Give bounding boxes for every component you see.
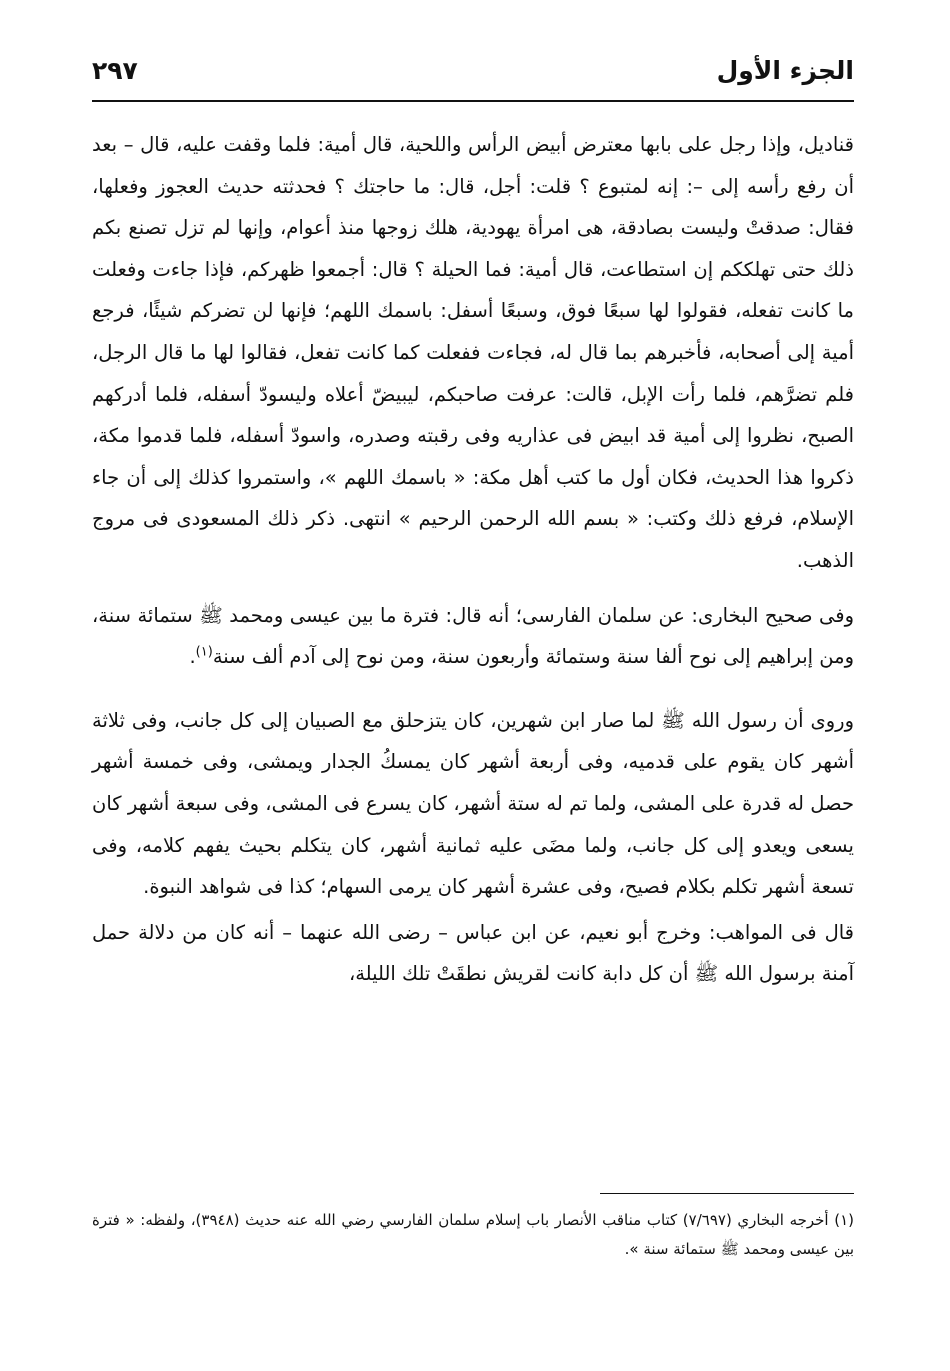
footnote-reference[interactable]: (١) — [195, 644, 213, 660]
paragraph-3: وروى أن رسول الله ﷺ لما صار ابن شهرين، كان يتزحلق مع الصبيان إلى كل جانب، وفى ثلاثة أشهر كان يقوم على قدميه، وفى أربعة أشهر كان يمسكُ الجدار ويمشى، وفى خمسة أشهر حصل له قدرة على المشى، ولما تم له ستة أشهر، كان يسرع فى المشى، وفى سبعة أشهر كان يسعى ويعدو إلى كل جانب، ولما مضَى عليه ثمانية أشهر، كان يتكلم بحيث يفهم كلامه، وفى تسعة أشهر تكلم بكلام فصيح، وفى عشرة أشهر كان يرمى السهام؛ كذا فى شواهد النبوة. — [92, 708, 854, 899]
paragraph-2-text: وفى صحيح البخارى: عن سلمان الفارسى؛ أنه قال: فترة ما بين عيسى ومحمد ﷺ ستمائة سنة، ومن إبراهيم إلى نوح ألفا سنة وستمائة وأربعون سنة، ومن نوح إلى آدم ألف سنة — [92, 603, 854, 669]
header-rule — [92, 100, 854, 102]
running-head-title: الجزء الأول — [716, 56, 854, 85]
footnotes — [92, 1206, 854, 1264]
paragraph-2-end: . — [189, 645, 196, 669]
paragraph-2 — [92, 595, 854, 678]
main-text — [92, 124, 854, 995]
page-number: ٢٩٧ — [92, 56, 138, 85]
paragraph-1: قناديل، وإذا رجل على بابها معترض أبيض الرأس واللحية، قال أمية: فلما وقفت عليه، قال – بعد أن رفع رأسه إلى –: إنه لمتبوع ؟ قلت: أجل، قال: ما حاجتك ؟ فحدثته حديث العجوز وفعلها، فقال: صدقتْ وليست بصادقة، هى امرأة يهودية، هلك زوجها منذ أعوام، وإنها لم تزل تصنع بكم ذلك حتى تهلككم إن استطاعت، قال أمية: فما الحيلة ؟ قال: أجمعوا ظهركم، فإذا جاءت وفعلت ما كانت تفعله، فقولوا لها سبعًا فوق، وسبعًا أسفل: باسمك اللهم؛ فإنها لن تضركم شيئًا، فرجع أمية إلى أصحابه، فأخبرهم بما قال له، فجاءت ففعلت كما كانت تفعل، فقالوا لها ما قال الرجل، فلم تضرَّهم، فلما رأت الإبل، قالت: عرفت صاحبكم، ليبيضّ أعلاه وليسودّ أسفله، فلما أدركهم الصبح، نظروا إلى أمية قد ابيض فى عذاريه وفى رقبته وصدره، واسودّ أسفله، فلما قدموا مكة، ذكروا هذا الحديث، فكان أول ما كتب أهل مكة: « باسمك اللهم »، واستمروا كذلك إلى أن جاء الإسلام، فرفع ذلك وكتب: « بسم الله الرحمن الرحيم » انتهى. ذكر ذلك المسعودى فى مروج الذهب. — [92, 133, 854, 572]
running-head — [92, 52, 854, 100]
footnote-1: (١) أخرجه البخاري (٧/٦٩٧) كتاب مناقب الأنصار باب إسلام سلمان الفارسي رضي الله عنه حديث (٣٩٤٨)، ولفظه: « فترة بين عيسى ومحمد ﷺ ستمائة سنة ». — [92, 1211, 855, 1258]
paragraph-4: قال فى المواهب: وخرج أبو نعيم، عن ابن عباس – رضى الله عنهما – أنه كان من دلالة حمل آمنة برسول الله ﷺ أن كل دابة كانت لقريش نطقَتْ تلك الليلة، — [92, 920, 854, 986]
footnote-separator — [600, 1193, 854, 1194]
